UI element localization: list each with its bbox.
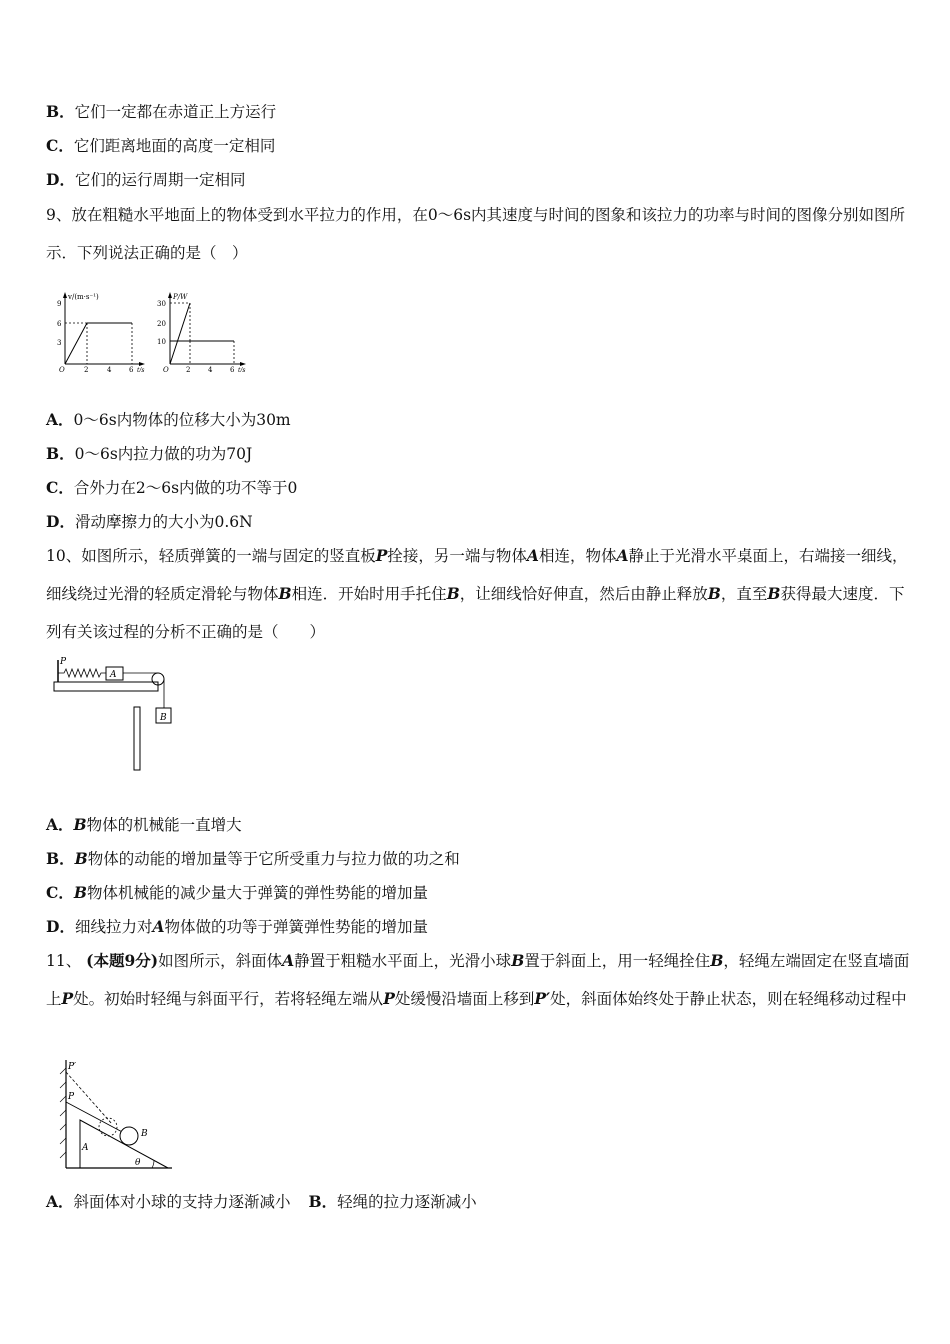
ball-b <box>120 1127 138 1145</box>
vt-xtick: 2 <box>84 366 89 372</box>
label-a: A <box>110 670 117 680</box>
vt-origin: O <box>59 366 65 372</box>
vt-ytick: 9 <box>57 300 62 308</box>
q9-option-c: C．合外力在2～6s内做的功不等于0 <box>46 478 298 497</box>
table-leg <box>134 707 140 770</box>
vt-xtick: 6 <box>129 366 134 372</box>
vt-ytick: 3 <box>57 339 62 347</box>
pt-rise-line <box>170 303 190 364</box>
pt-origin: O <box>163 366 169 372</box>
q10-option-b: B．B物体的动能的增加量等于它所受重力与拉力做的功之和 <box>46 849 460 868</box>
label-theta: θ <box>135 1158 141 1168</box>
q10-option-a: A．B物体的机械能一直增大 <box>46 815 242 834</box>
q10-stem: 10、如图所示，轻质弹簧的一端与固定的竖直板P拴接，另一端与物体A相连，物体A静止于光滑水平桌面上，右端接一细线，细线绕过光滑的轻质定滑轮与物体B相连．开始时用手托住B，让细线恰好伸直，然后由静止释放B，直至B获得最大速度．下列有关该过程的分析不正确的是（ ） <box>46 546 908 641</box>
q9-option-a: A．0～6s内物体的位移大小为30m <box>46 410 291 429</box>
label-b: B <box>141 1129 148 1139</box>
q8-option-b: B．它们一定都在赤道正上方运行 <box>46 102 277 121</box>
vt-graph <box>57 292 145 372</box>
q10-option-c: C．B物体机械能的减少量大于弹簧的弹性势能的增加量 <box>46 883 428 902</box>
pt-xtick: 6 <box>230 366 235 372</box>
vt-xlabel: t/s <box>137 367 145 372</box>
spring <box>58 669 106 677</box>
q9-figure <box>50 286 255 372</box>
q10-option-d: D．细线拉力对A物体做的功等于弹簧弹性势能的增加量 <box>46 917 429 936</box>
q10-figure <box>50 654 180 774</box>
table <box>54 682 158 691</box>
vt-accel-line <box>65 323 87 364</box>
vt-xtick: 4 <box>107 366 112 372</box>
q11-options: A．斜面体对小球的支持力逐渐减小 B．轻绳的拉力逐渐减小 <box>46 1192 477 1211</box>
q9-stem: 9、放在粗糙水平地面上的物体受到水平拉力的作用，在0～6s内其速度与时间的图象和该拉力的功率与时间的图像分别如图所示．下列说法正确的是（ ） <box>46 206 906 262</box>
pt-graph <box>157 292 246 372</box>
pt-xlabel: t/s <box>238 367 246 372</box>
pt-ylabel: P/W <box>173 293 188 301</box>
pt-xtick: 2 <box>186 366 191 372</box>
label-p-prime: P′ <box>68 1062 77 1072</box>
q9-option-b: B．0～6s内拉力做的功为70J <box>46 444 253 463</box>
q9-option-d: D．滑动摩擦力的大小为0.6N <box>46 512 253 531</box>
label-b: B <box>160 713 167 723</box>
q11-figure <box>54 1058 179 1173</box>
q8-option-c: C．它们距离地面的高度一定相同 <box>46 136 276 155</box>
pt-ytick: 10 <box>157 338 166 346</box>
label-a: A <box>82 1143 89 1153</box>
label-p: P <box>68 1092 75 1102</box>
q8-option-d: D．它们的运行周期一定相同 <box>46 170 246 189</box>
label-p: P <box>60 657 67 667</box>
q11-stem: 11、 (本题9分)如图所示，斜面体A静置于粗糙水平面上，光滑小球B置于斜面上，用一轻绳拴住B，轻绳左端固定在竖直墙面上P处。初始时轻绳与斜面平行，若将轻绳左端从P处缓慢沿墙面上移到P′处，斜面体始终处于静止状态，则在轻绳移动过程中 <box>46 951 910 1008</box>
pt-ytick: 20 <box>157 320 166 328</box>
vt-ytick: 6 <box>57 320 62 328</box>
pt-xtick: 4 <box>208 366 213 372</box>
pt-ytick: 30 <box>157 300 166 308</box>
vt-ylabel: v/(m·s⁻¹) <box>68 293 99 301</box>
